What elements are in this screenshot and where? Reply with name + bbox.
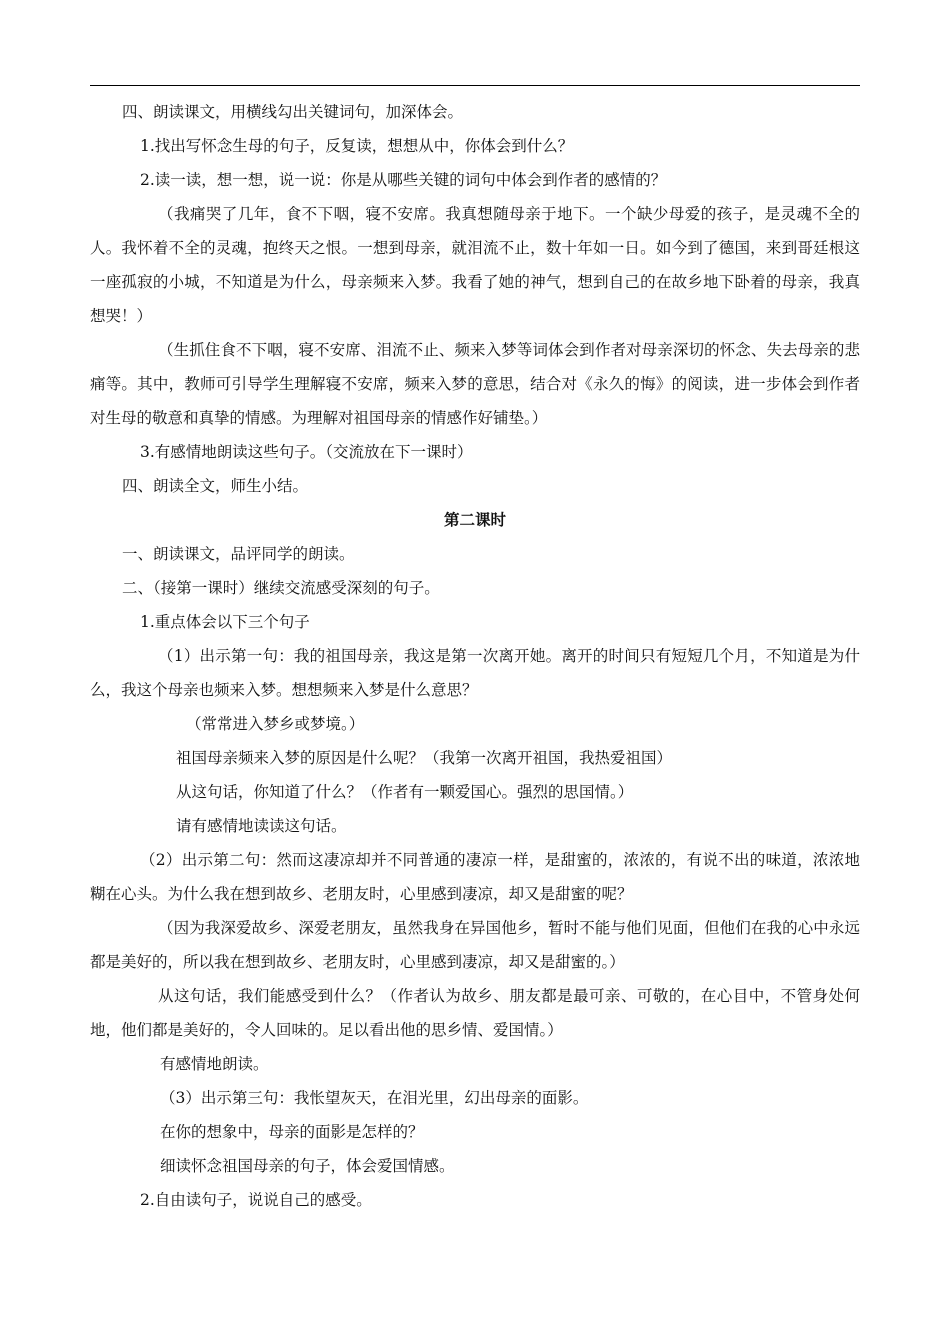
question-line: 在你的想象中，母亲的面影是怎样的？ bbox=[160, 1123, 424, 1141]
list-item: 2.读一读，想一想，说一说：你是从哪些关键的词句中体会到作者的感情的？ bbox=[140, 171, 667, 189]
question-line: 从这句话，我们能感受到什么？（作者认为故乡、朋友都是最可亲、可敬的，在心目中，不管身处何地，他们都是美好的，令人回味的。足以看出他的思乡情、爱国情。） bbox=[90, 987, 860, 1039]
question-line: 从这句话，你知道了什么？（作者有一颗爱国心。强烈的思国情。） bbox=[176, 783, 634, 801]
section-heading-summary: 四、朗读全文，师生小结。 bbox=[122, 477, 309, 495]
instruction-line: 细读怀念祖国母亲的句子，体会爱国情感。 bbox=[160, 1157, 455, 1175]
document-body bbox=[90, 95, 860, 1217]
section-heading: 二、（接第一课时）继续交流感受深刻的句子。 bbox=[122, 579, 440, 597]
instruction-line: 请有感情地读读这句话。 bbox=[176, 817, 347, 835]
sentence-one: （1）出示第一句：我的祖国母亲，我这是第一次离开她。离开的时间只有短短几个月，不知道是为什么，我这个母亲也频来入梦。想想频来入梦是什么意思？ bbox=[90, 647, 860, 699]
list-item: 2.自由读句子，说说自己的感受。 bbox=[140, 1191, 372, 1209]
list-item: 1.重点体会以下三个句子 bbox=[140, 613, 310, 631]
answer-note: （因为我深爱故乡、深爱老朋友，虽然我身在异国他乡，暂时不能与他们见面，但他们在我的心中永远都是美好的，所以我在想到故乡、老朋友时，心里感到凄凉，却又是甜蜜的。） bbox=[90, 919, 860, 971]
question-line: 祖国母亲频来入梦的原因是什么呢？（我第一次离开祖国，我热爱祖国） bbox=[176, 749, 673, 767]
list-item: 3.有感情地朗读这些句子。（交流放在下一课时） bbox=[140, 443, 473, 461]
header-rule bbox=[90, 85, 860, 86]
quoted-passage: （我痛哭了几年，食不下咽，寝不安席。我真想随母亲于地下。一个缺少母爱的孩子，是灵魂不全的人。我怀着不全的灵魂，抱终天之恨。一想到母亲，就泪流不止，数十年如一日。如今到了德国，来到哥廷根这一座孤寂的小城，不知道是为什么，母亲频来入梦。我看了她的神气，想到自己的在故乡地下卧着的母亲，我真想哭！） bbox=[90, 205, 860, 325]
teacher-note: （生抓住食不下咽，寝不安席、泪流不止、频来入梦等词体会到作者对母亲深切的怀念、失去母亲的悲痛等。其中，教师可引导学生理解寝不安席，频来入梦的意思，结合对《永久的悔》的阅读，进一步体会到作者对生母的敬意和真挚的情感。为理解对祖国母亲的情感作好铺垫。） bbox=[90, 341, 860, 427]
sentence-two: （2）出示第二句：然而这凄凉却并不同普通的凄凉一样，是甜蜜的，浓浓的，有说不出的味道，浓浓地糊在心头。为什么我在想到故乡、老朋友时，心里感到凄凉，却又是甜蜜的呢？ bbox=[90, 851, 860, 903]
lesson-title: 第二课时 bbox=[443, 510, 506, 529]
answer-note: （常常进入梦乡或梦境。） bbox=[186, 715, 365, 733]
section-heading: 一、朗读课文，品评同学的朗读。 bbox=[122, 545, 355, 563]
sentence-three: （3）出示第三句：我怅望灰天，在泪光里，幻出母亲的面影。 bbox=[160, 1089, 589, 1107]
instruction-line: 有感情地朗读。 bbox=[160, 1055, 269, 1073]
section-heading-read-aloud: 四、朗读课文，用横线勾出关键词句，加深体会。 bbox=[122, 103, 464, 121]
list-item: 1.找出写怀念生母的句子，反复读，想想从中，你体会到什么？ bbox=[140, 137, 574, 155]
